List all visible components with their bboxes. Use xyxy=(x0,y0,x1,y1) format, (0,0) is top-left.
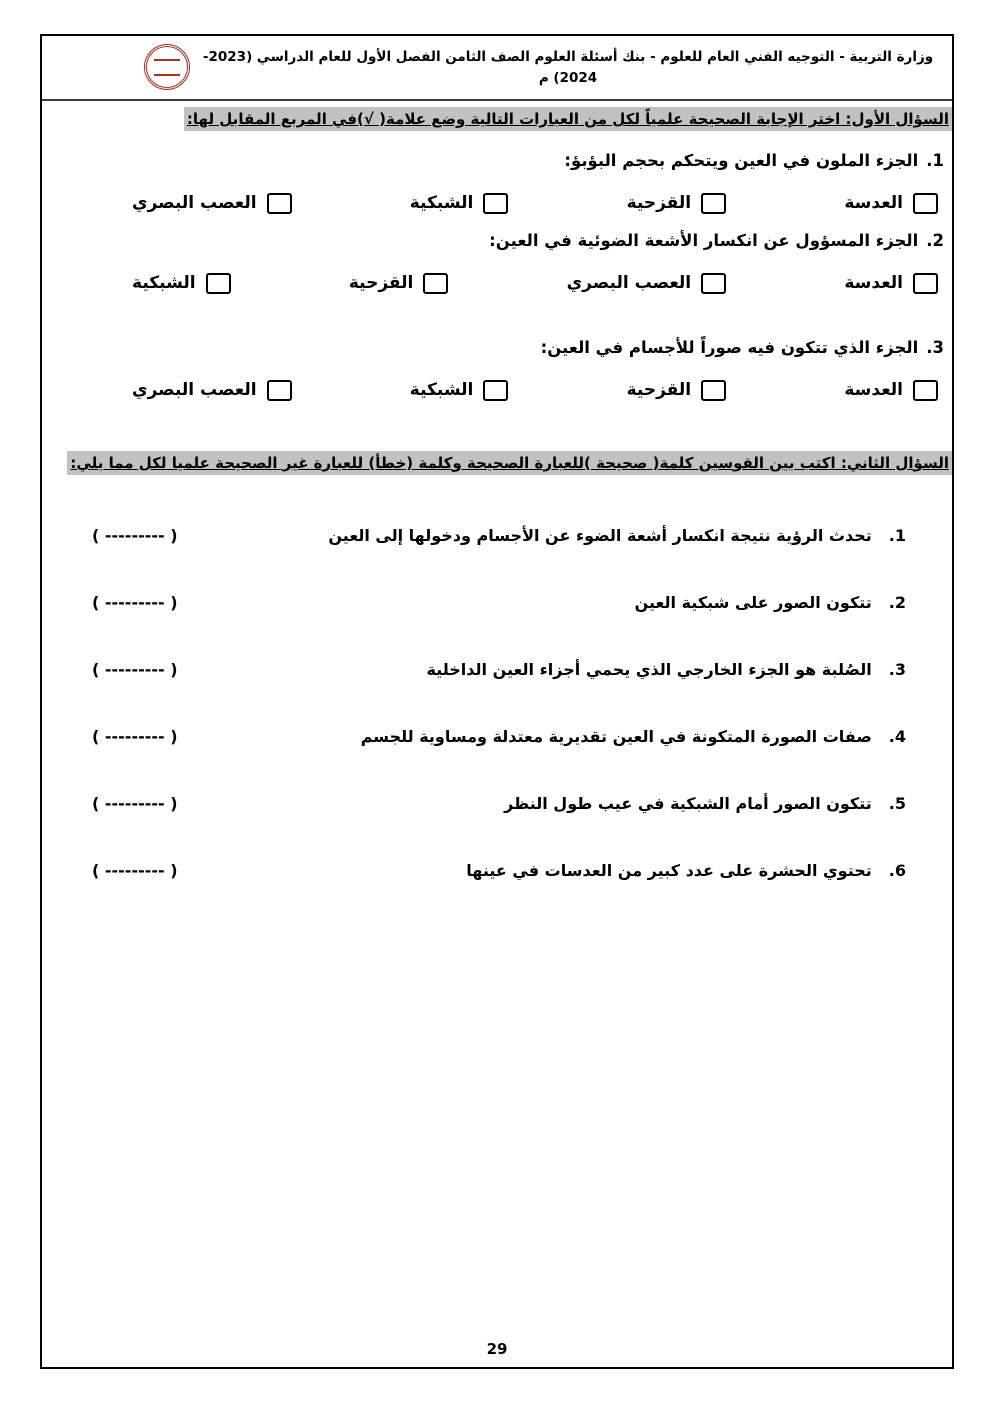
checkbox-icon[interactable] xyxy=(483,380,508,401)
page-frame xyxy=(40,34,954,1369)
answer-blank[interactable]: ( --------- ) xyxy=(92,860,178,880)
option-lens[interactable] xyxy=(844,380,938,401)
option-label: العصب البصري xyxy=(132,193,257,214)
option-label: القزحية xyxy=(626,380,692,401)
section1-title-text: السؤال الأول: اختر الإجابة الصحيحة علمياً لكل من العبارات التالية وضع علامة( √)في المربع المقابل لها: xyxy=(184,107,952,131)
option-label: العصب البصري xyxy=(132,380,257,401)
option-optic-nerve[interactable] xyxy=(132,193,292,214)
page-number: 29 xyxy=(486,1340,508,1358)
mcq-question-1 xyxy=(42,151,952,214)
question-line xyxy=(42,151,944,170)
question-number: 3. xyxy=(926,337,944,357)
q2-options-row xyxy=(42,273,952,294)
page-content xyxy=(42,104,952,880)
tf-text: تتكون الصور أمام الشبكية في عيب طول النظر xyxy=(504,793,872,813)
option-label: العدسة xyxy=(844,273,903,294)
option-iris[interactable] xyxy=(627,193,727,214)
checkbox-icon[interactable] xyxy=(267,193,292,214)
tf-number: 3. xyxy=(888,659,906,679)
question-text: الجزء المسؤول عن انكسار الأشعة الضوئية في العين: xyxy=(489,230,919,250)
checkbox-icon[interactable] xyxy=(701,273,726,294)
option-iris[interactable] xyxy=(627,380,727,401)
tf-number: 4. xyxy=(888,726,906,746)
checkbox-icon[interactable] xyxy=(423,273,448,294)
option-retina[interactable] xyxy=(410,380,509,401)
option-optic-nerve[interactable] xyxy=(132,380,292,401)
tf-item-2 xyxy=(42,593,952,612)
tf-statement xyxy=(635,593,906,612)
tf-number: 6. xyxy=(888,860,906,880)
tf-item-5 xyxy=(42,794,952,813)
answer-blank[interactable]: ( --------- ) xyxy=(92,659,178,679)
option-label: القزحية xyxy=(626,193,692,214)
option-label: القزحية xyxy=(348,273,414,294)
tf-number: 1. xyxy=(888,525,906,545)
tf-statement xyxy=(466,861,906,880)
option-label: الشبكية xyxy=(409,380,474,401)
option-lens[interactable] xyxy=(844,193,938,214)
answer-blank[interactable]: ( --------- ) xyxy=(92,525,178,545)
option-label: العصب البصري xyxy=(566,273,692,294)
tf-text: تحدث الرؤية نتيجة انكسار أشعة الضوء عن الأجسام ودخولها إلى العين xyxy=(328,525,872,545)
checkbox-icon[interactable] xyxy=(206,273,231,294)
checkbox-icon[interactable] xyxy=(913,380,938,401)
section2-title xyxy=(42,448,952,478)
checkbox-icon[interactable] xyxy=(913,273,938,294)
stamp-mark xyxy=(154,59,180,76)
question-line xyxy=(42,231,944,250)
q1-options-row xyxy=(42,193,952,214)
option-label: الشبكية xyxy=(409,193,474,214)
mcq-question-2 xyxy=(42,231,952,294)
section2-title-text: السؤال الثاني: اكتب بين القوسين كلمة( صحيحة )للعبارة الصحيحة وكلمة (خطأ) للعبارة غير الصحيحة علميا لكل مما يلي: xyxy=(67,451,952,475)
tf-text: صفات الصورة المتكونة في العين تقديرية معتدلة ومساوية للجسم xyxy=(360,726,872,746)
page-header xyxy=(42,36,952,101)
checkbox-icon[interactable] xyxy=(913,193,938,214)
option-optic-nerve[interactable] xyxy=(567,273,727,294)
question-text: الجزء الذي تتكون فيه صوراً للأجسام في العين: xyxy=(540,337,919,357)
tf-text: تتكون الصور على شبكية العين xyxy=(634,592,872,612)
tf-item-1 xyxy=(42,526,952,545)
tf-number: 2. xyxy=(888,592,906,612)
question-number: 2. xyxy=(926,230,944,250)
tf-statement xyxy=(427,660,907,679)
option-lens[interactable] xyxy=(844,273,938,294)
tf-item-4 xyxy=(42,727,952,746)
tf-number: 5. xyxy=(888,793,906,813)
option-iris[interactable] xyxy=(349,273,449,294)
tf-text: الصُلبة هو الجزء الخارجي الذي يحمي أجزاء العين الداخلية xyxy=(426,659,872,679)
tf-statement xyxy=(504,794,906,813)
checkbox-icon[interactable] xyxy=(267,380,292,401)
tf-item-3 xyxy=(42,660,952,679)
ministry-stamp-icon xyxy=(144,44,190,90)
option-retina[interactable] xyxy=(132,273,231,294)
tf-text: تحتوي الحشرة على عدد كبير من العدسات في عينها xyxy=(466,860,872,880)
answer-blank[interactable]: ( --------- ) xyxy=(92,592,178,612)
q3-options-row xyxy=(42,380,952,401)
header-title: وزارة التربية - التوجيه الفني العام للعلوم - بنك أسئلة العلوم الصف الثامن الفصل الأول للعام الدراسي (2023-2024) م xyxy=(202,49,934,86)
option-label: الشبكية xyxy=(132,273,196,294)
tf-statement xyxy=(328,526,906,545)
checkbox-icon[interactable] xyxy=(483,193,508,214)
answer-blank[interactable]: ( --------- ) xyxy=(92,726,178,746)
section1-title xyxy=(42,104,952,134)
checkbox-icon[interactable] xyxy=(701,380,726,401)
answer-blank[interactable]: ( --------- ) xyxy=(92,793,178,813)
checkbox-icon[interactable] xyxy=(701,193,726,214)
true-false-list xyxy=(42,526,952,880)
question-line xyxy=(42,338,944,357)
option-label: العدسة xyxy=(844,193,903,214)
question-number: 1. xyxy=(926,150,944,170)
mcq-question-3 xyxy=(42,338,952,401)
option-label: العدسة xyxy=(844,380,903,401)
tf-statement xyxy=(361,727,906,746)
tf-item-6 xyxy=(42,861,952,880)
question-text: الجزء الملون في العين ويتحكم بحجم البؤبؤ: xyxy=(564,150,919,170)
option-retina[interactable] xyxy=(410,193,509,214)
